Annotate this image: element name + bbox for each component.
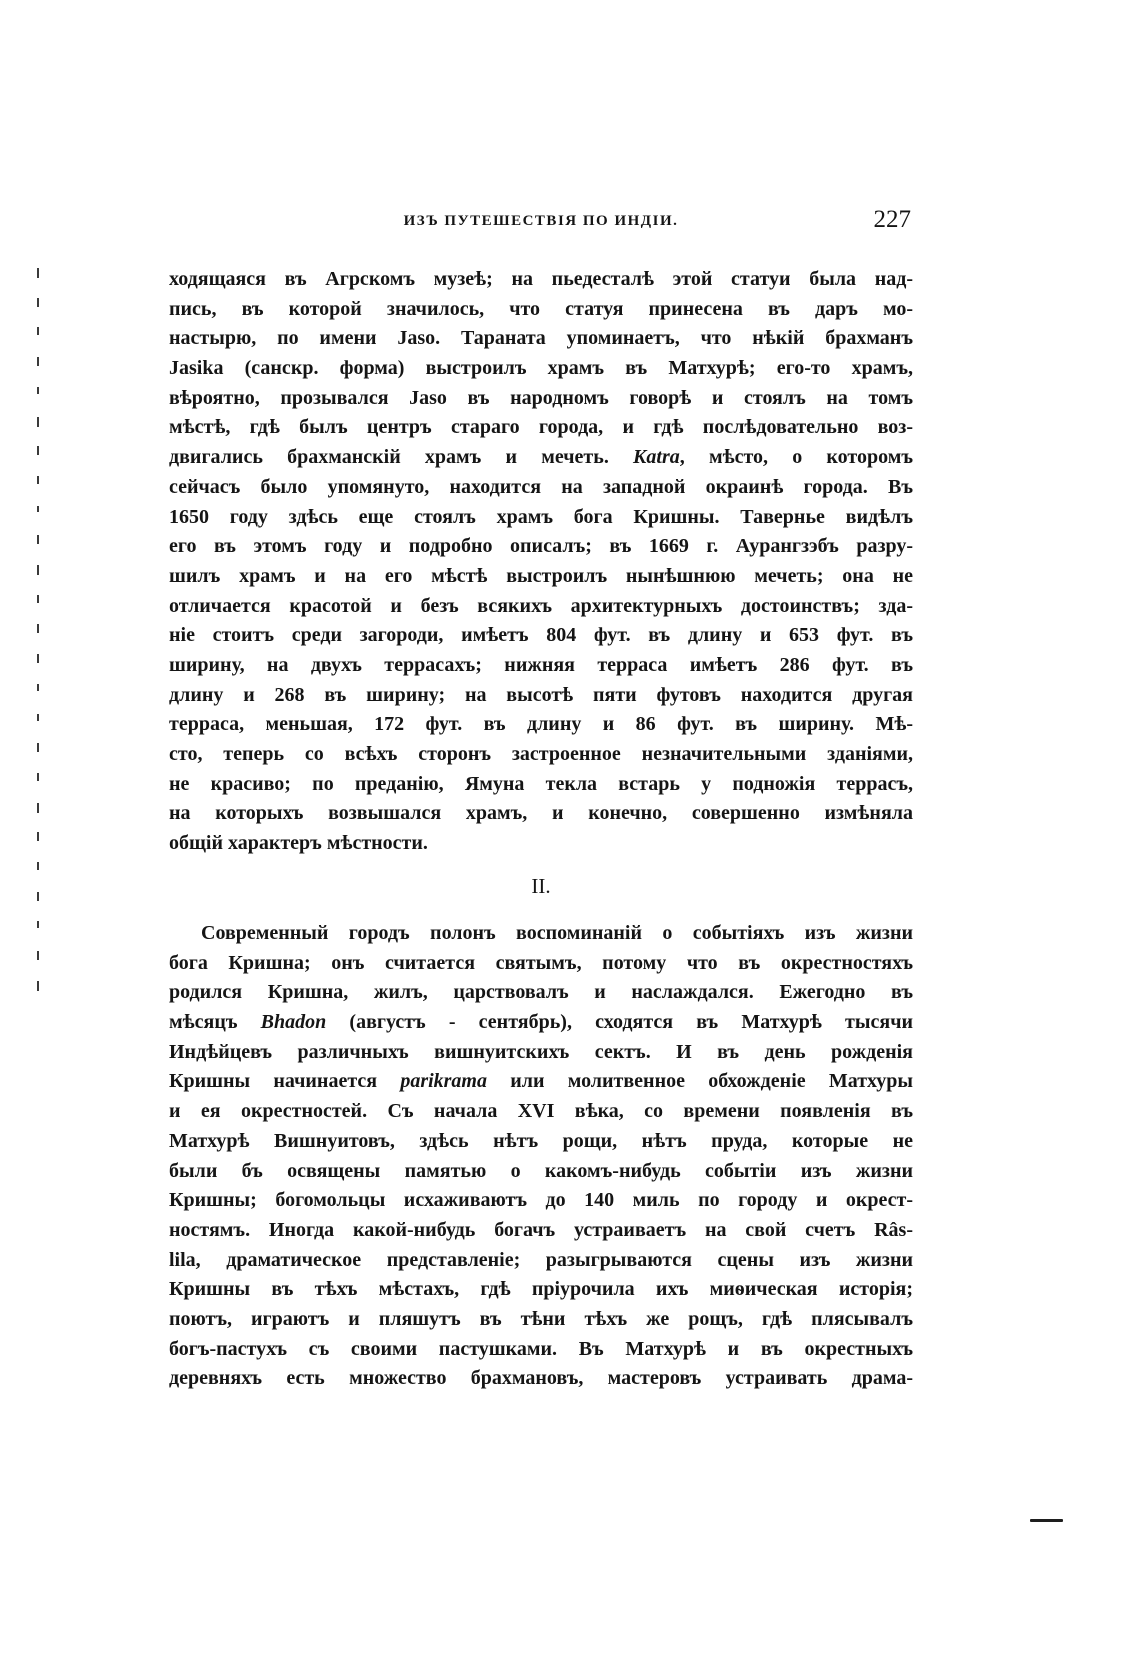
- margin-dash: [1030, 1519, 1063, 1522]
- running-head: [169, 204, 913, 238]
- text-line: сто, теперь со всѣхъ сторонъ застроенное незначительными зданіями,: [169, 743, 913, 765]
- text-segment: или молитвенное обхожденіе Матхуры: [487, 1070, 913, 1093]
- margin-mark: [37, 921, 39, 928]
- text-segment: Кришны начинается: [169, 1070, 401, 1093]
- text-line: Кришны въ тѣхъ мѣстахъ, гдѣ пріурочила ихъ миѳическая исторія;: [169, 1278, 913, 1301]
- text-line: общій характеръ мѣстности.: [169, 832, 428, 855]
- text-line: ніе стоитъ среди загороди, имѣетъ 804 фут. въ длину и 653 фут. въ: [169, 624, 913, 647]
- text-line: бога Кришна; онъ считается святымъ, потому что въ окрестностяхъ: [169, 951, 913, 974]
- text-line: были бъ освящены памятью о какомъ-нибудь событіи изъ жизни: [169, 1159, 913, 1182]
- text-line: настырю, по имени Jaso. Таранатa упоминаетъ, что нѣкій брахманъ: [169, 327, 913, 350]
- text-line: 1650 году здѣсь еще стоялъ храмъ бога Кришны. Тавернье видѣлъ: [169, 505, 913, 528]
- margin-mark: [37, 535, 39, 544]
- text-line: длину и 268 въ ширину; на высотѣ пяти футовъ находится другая: [169, 683, 913, 706]
- margin-mark: [37, 595, 39, 603]
- margin-mark: [37, 832, 39, 841]
- margin-mark: [37, 446, 39, 455]
- text-line: мѣстѣ, гдѣ былъ центръ стараго города, и гдѣ послѣдовательно воз-: [169, 416, 913, 439]
- paragraph-1: [169, 265, 913, 859]
- text-line: Современный городъ полонъ воспоминаній о событіяхъ изъ жизни: [201, 922, 913, 944]
- text-line: Матхурѣ Вишнуитовъ, здѣсь нѣтъ рощи, нѣтъ пруда, которые не: [169, 1129, 913, 1152]
- text-line: его въ этомъ году и подробно описалъ; въ 1669 г. Аурангзэбъ разру-: [169, 535, 913, 558]
- text-line: отличается красотой и безъ всякихъ архитектурныхъ достоинствъ; зда-: [169, 594, 913, 617]
- text-line: lila, драматическое представленіе; разыгрываются сцены изъ жизни: [169, 1248, 913, 1271]
- text-segment: мѣсяцъ: [169, 1011, 261, 1034]
- margin-mark: [37, 743, 39, 752]
- text-segment: (августъ - сентябрь), сходятся въ Матхурѣ тысячи: [326, 1011, 913, 1034]
- section-heading: II.: [531, 874, 551, 898]
- text-line: шилъ храмъ и на его мѣстѣ выстроилъ нынѣшнюю мечеть; она не: [169, 564, 913, 587]
- text-line: терраса, меньшая, 172 фут. въ длину и 86 фут. въ ширину. Мѣ-: [169, 713, 913, 736]
- margin-mark: [37, 892, 39, 901]
- running-title: ИЗЪ ПУТЕШЕСТВІЯ ПО ИНДІИ.: [403, 213, 679, 229]
- margin-mark: [37, 803, 39, 813]
- text-line: [169, 1067, 913, 1097]
- text-line: [169, 443, 913, 473]
- margin-mark: [37, 773, 39, 781]
- text-line: ходящаяся въ Агрскомъ музеѣ; на пьедесталѣ этой статуи была над-: [169, 268, 913, 290]
- italic-term: Bhadon: [260, 1011, 327, 1034]
- text-line: вѣроятно, прозывался Jaso въ народномъ говорѣ и стоялъ на томъ: [169, 386, 913, 409]
- text-line: богъ-пастухъ съ своими пастушками. Въ Матхурѣ и въ окрестныхъ: [169, 1337, 913, 1360]
- text-line: сейчасъ было упомянуто, находится на западной окраинѣ города. Въ: [169, 475, 913, 498]
- text-line: [169, 1008, 913, 1038]
- margin-mark: [37, 387, 39, 394]
- text-line: пись, въ которой значилось, что статуя принесена въ даръ мо-: [169, 297, 913, 320]
- text-line: Кришны; богомольцы исхаживаютъ до 140 миль по городу и окрест-: [169, 1189, 913, 1212]
- text-line: не красиво; по преданію, Ямуна текла встарь у подножія террасъ,: [169, 772, 913, 795]
- margin-mark: [37, 565, 39, 575]
- margin-mark: [37, 654, 39, 663]
- margin-mark: [37, 714, 39, 721]
- margin-mark: [37, 298, 39, 307]
- text-segment: двигались брахманскій храмъ и мечеть.: [169, 446, 634, 469]
- text-line: поютъ, играютъ и пляшутъ въ тѣни тѣхъ же рощъ, гдѣ плясывалъ: [169, 1307, 913, 1330]
- margin-mark: [37, 506, 39, 512]
- margin-mark: [37, 476, 39, 484]
- text-line: Jasika (санскр. форма) выстроилъ храмъ въ Матхурѣ; его-то храмъ,: [169, 357, 913, 380]
- margin-mark: [37, 268, 39, 278]
- text-line: и ея окрестностей. Съ начала XVI вѣка, со времени появленія въ: [169, 1100, 913, 1123]
- text-line: ностямъ. Иногда какой-нибудь богачъ устраиваетъ на свой счетъ Râs-: [169, 1218, 913, 1241]
- text-line: ширину, на двухъ террасахъ; нижняя терраса имѣетъ 286 фут. въ: [169, 653, 913, 676]
- page-number: 227: [873, 206, 911, 233]
- margin-mark: [37, 862, 39, 870]
- margin-mark: [37, 624, 39, 633]
- text-line: Индѣйцевъ различныхъ вишнуитскихъ сектъ. И въ день рожденія: [169, 1040, 913, 1063]
- margin-mark: [37, 951, 39, 960]
- text-line: родился Кришна, жилъ, царствовалъ и наслаждался. Ежегодно въ: [169, 981, 913, 1004]
- margin-mark: [37, 327, 39, 335]
- text-line: деревняхъ есть множество брахмановъ, мастеровъ устраивать драма-: [169, 1367, 913, 1390]
- margin-mark: [37, 417, 39, 427]
- margin-mark: [37, 357, 39, 366]
- italic-term: parikrama: [400, 1070, 487, 1093]
- margin-mark: [37, 981, 39, 991]
- paragraph-2: [169, 919, 913, 1394]
- text-segment: , мѣсто, о которомъ: [679, 446, 913, 469]
- italic-term: Katra: [633, 446, 680, 469]
- margin-mark: [37, 684, 39, 691]
- text-line: на которыхъ возвышался храмъ, и конечно, совершенно измѣняла: [169, 802, 913, 825]
